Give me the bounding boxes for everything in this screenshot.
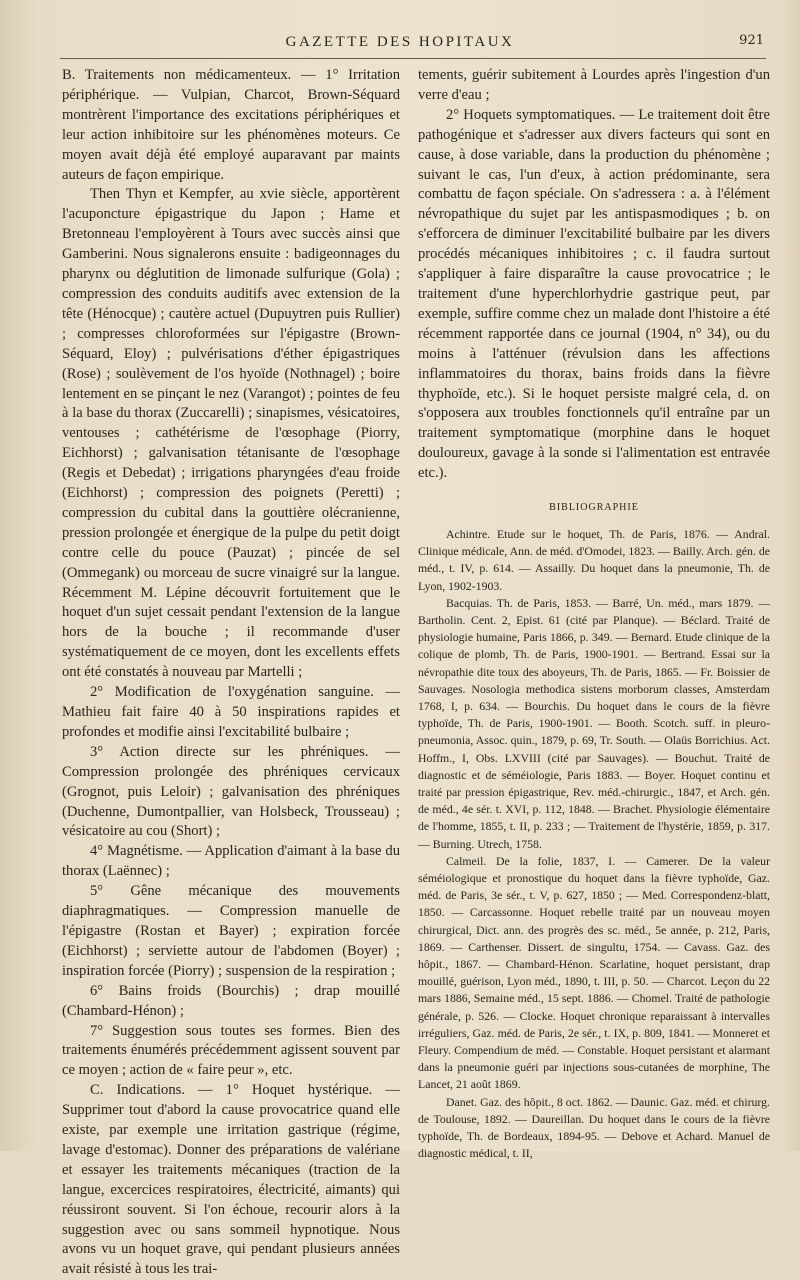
paragraph: 2° Hoquets symptomatiques. — Le traitement doit être pathogénique et s'adresser aux divers facteurs qui sont en cause, à dose variable, dans la production du phénomène ; suivant le cas, l'un d'eux, à action prédominante, sera combattu de façon spéciale. On s'adressera : a. à l'élément névropathique du sujet par les antispasmodiques ; b. on s'efforcera de diminuer l'excitabilité bulbaire par les divers procédés mécaniques inhibitoires ; c. il faudra surtout s'appliquer à faire disparaître la cause provocatrice ; le traitement d'une hyperchlorhydrie gastrique peut, par exemple, suffire comme chez un malade dont l'histoire a été récemment rapportée dans ce journal (1904, n° 34), ou du moins à l'atténuer (révulsion dans les affections inflammatoires du thorax, bains froids dans la fièvre thyphoïde, etc.). Si le hoquet persiste malgré cela, d. on s'opposera aux troubles fonctionnels qu'il entraîne par un traitement symptomatique (morphine dans le hoquet douloureux, gavage à la sonde si l'alimentation est entravée etc.). [418,106,770,482]
left-column [62,66,400,1280]
paragraph: 5° Gêne mécanique des mouvements diaphragmatiques. — Compression manuelle de l'épigastre (Rostan et Bayer) ; expiration forcée (Eichhorst) ; serviette autour de l'abdomen (Boyer) ; inspiration forcée (Piorry) ; suspension de la respiration ; [62,883,400,979]
header-rule [60,58,766,59]
paragraph: 7° Suggestion sous toutes ses formes. Bien des traitements énumérés précédemment agissent souvent par ce moyen ; action de « faire peur », etc. [62,1022,400,1079]
page-number: 921 [739,33,764,48]
bibliography-entry: Danet. Gaz. des hôpit., 8 oct. 1862. — Daunic. Gaz. méd. et chirurg. de Toulouse, 1892. — Daureillan. Du hoquet dans le cours de la fièvre typhoïde, Th. de Bordeaux, 1894-95. — Debove et Achard. Manuel de diagnostic médical, t. II, [418,1094,770,1161]
paragraph: tements, guérir subitement à Lourdes après l'ingestion d'un verre d'eau ; [418,67,770,103]
bibliography-entry: Calmeil. De la folie, 1837, I. — Camerer. De la valeur séméiologique et pronostique du hoquet dans la fièvre typhoïde, Gaz. méd. de Paris, 3e sér., t. V, p. 627, 1850 ; — Med. Correspondenz-blatt, 1850. — Carcassonne. Hoquet rebelle traité par un nouveau moyen chirurgical, Dict. ann. des progrès des sc. méd., 5e année, p. 212, Paris, 1869. — Carthenser. Dissert. de singultu, 1754. — Cavass. Gaz. des hôpit., 1867. — Chambard-Hénon. Scarlatine, hoquet persistant, drap mouillé, guérison, Lyon méd., 1890, t. III, p. 50. — Charcot. Leçon du 22 mars 1886, Semaine méd., 15 sept. 1886. — Chomel. Traité de pathologie générale, p. 526. — Clocke. Hoquet chronique reparaissant à intervalles irréguliers, Gaz. méd. de Paris, 2e sér., t. IX, p. 809, 1841. — Monneret et Fleury. Compendium de méd. — Constable. Hoquet persistant et alarmant dans la pneumonie guéri par injections sous-cutanées de morphine, The Lancet, 21 août 1869. [418,853,770,1092]
paragraph: Then Thyn et Kempfer, au xvie siècle, apportèrent l'acuponcture épigastrique du Japon ; Hame et Bretonneau l'employèrent à Tours avec succès ainsi que Gamberini. Nous signalerons ensuite : badigeonnages du pharynx ou déglutition de limonade sulfurique (Gola) ; compression des conduits auditifs avec extension de la tête (Hénocque) ; cautère actuel (Dupuytren puis Rullier) ; compresses chloroformées sur l'épigastre (Brown-Séquard, Eloy) ; pulvérisations d'éther épigastriques (Rose) ; soulèvement de l'os hyoïde (Nothnagel) ; boire lentement en se pinçant le nez (Varangot) ; pointes de feu à la base du thorax (Zuccarelli) ; sinapismes, vésicatoires, ventouses ; cathétérisme de l'œsophage (Piorry, Eichhorst) ; galvanisation tétanisante de l'œsophage (Regis et Debedat) ; irrigations pharyngées d'eau froide (Eichhorst) ; compression des poignets (Peretti) ; compression du cubital dans la gouttière olécranienne, pression prolongée et énergique de la pulpe du petit doigt contre celle du pouce (Pauzat) ; pincée de sel (Ommegank) ou morceau de sucre vinaigré sur la langue. Récemment M. Lépine découvrit fortuitement que le hoquet d'un sujet cessait pendant l'extension de la langue hors de la bouche ; il recommande d'user systématiquement de ce moyen, dont les excellents effets ont été constatés à nouveau par Martelli ; [62,186,400,681]
bibliography-entry: Achintre. Etude sur le hoquet, Th. de Paris, 1876. — Andral. Clinique médicale, Ann. de méd. d'Omodei, 1823. — Bailly. Arch. gén. de méd., t. IV, p. 614. — Assailly. Du hoquet dans la pneumonie, Th. de Lyon, 1902-1903. [418,526,770,593]
paragraph: 4° Magnétisme. — Application d'aimant à la base du thorax (Laënnec) ; [62,843,400,880]
paragraph: 2° Modification de l'oxygénation sanguine. — Mathieu fait faire 40 à 50 inspirations rapides et profondes et modifie ainsi l'excitabilité bulbaire ; [62,684,400,740]
right-column [418,66,770,1162]
bibliography-entry: Bacquias. Th. de Paris, 1853. — Barré, Un. méd., mars 1879. — Bartholin. Cent. 2, Epist. 61 (cité par Planque). — Béclard. Traité de physiologie humaine, Paris 1866, p. 349. — Bernard. Etude clinique de la colique de plomb, Th. de Paris, 1900-1901. — Bertrand. Essai sur la névropathie dite toux des aboyeurs, Th. de Paris, 1865. — Fr. Boissier de Sauvages. Nosologia methodica sistens morborum classes, Amsterdam 1768, I, p. 634. — Bourchis. Du hoquet dans le cours de la fièvre typhoïde, Th. de Paris, 1900-1901. — Booth. Scotch. suff. in pleuro-pneumonia, Assoc. quin., 1879, p. 69, Tr. South. — Olaüs Borrichius. Act. Hoffm., I, Obs. LXVIII (cité par Sauvages). — Bouchut. Traité de diagnostic et de séméiologie, Paris 1883. — Boyer. Hoquet continu et traité par pression épigastrique, Rev. méd.-chirurgic., 1847, et Arch. gén. de méd., 4e sér. t. XVI, p. 112, 1848. — Brachet. Physiologie élémentaire de l'homme, 1855, t. II, p. 233 ; — Traitement de l'hystérie, 1859, p. 317. — Burning. Utrech, 1758. [418,595,770,851]
paragraph: 6° Bains froids (Bourchis) ; drap mouillé (Chambard-Hénon) ; [62,982,400,1019]
bibliography-heading: BIBLIOGRAPHIE [549,502,639,514]
running-title: GAZETTE DES HOPITAUX [285,34,515,50]
paragraph: C. Indications. — 1° Hoquet hystérique. — Supprimer tout d'abord la cause provocatrice quand elle existe, par exemple une irritation gastrique (régime, lavage d'estomac). Donner des préparations de valériane et essayer les traitements mécaniques (traction de la langue, excercices respiratoires, électricité, aimants) qui réussiront souvent. Si l'on échoue, recourir alors à la suggestion avec ou sans sommeil hypnotique. Nous avons vu un hoquet grave, qui pendant plusieurs années avait résisté à tous les trai- [62,1082,400,1278]
paragraph: 3° Action directe sur les phréniques. — Compression prolongée des phréniques cervicaux (Grognot, puis Leloir) ; galvanisation des phréniques (Duchenne, Dumontpallier, van Holsbeck, Trousseau) ; vésicatoire au cou (Short) ; [62,743,400,840]
paragraph: B. Traitements non médicamenteux. — 1° Irritation périphérique. — Vulpian, Charcot, Brown-Séquard montrèrent l'importance des excitations périphériques et leur action inhibitoire sur les phénomènes moteurs. Ce moyen avait déjà été employé auparavant par maints auteurs de façon empirique. [62,67,400,183]
